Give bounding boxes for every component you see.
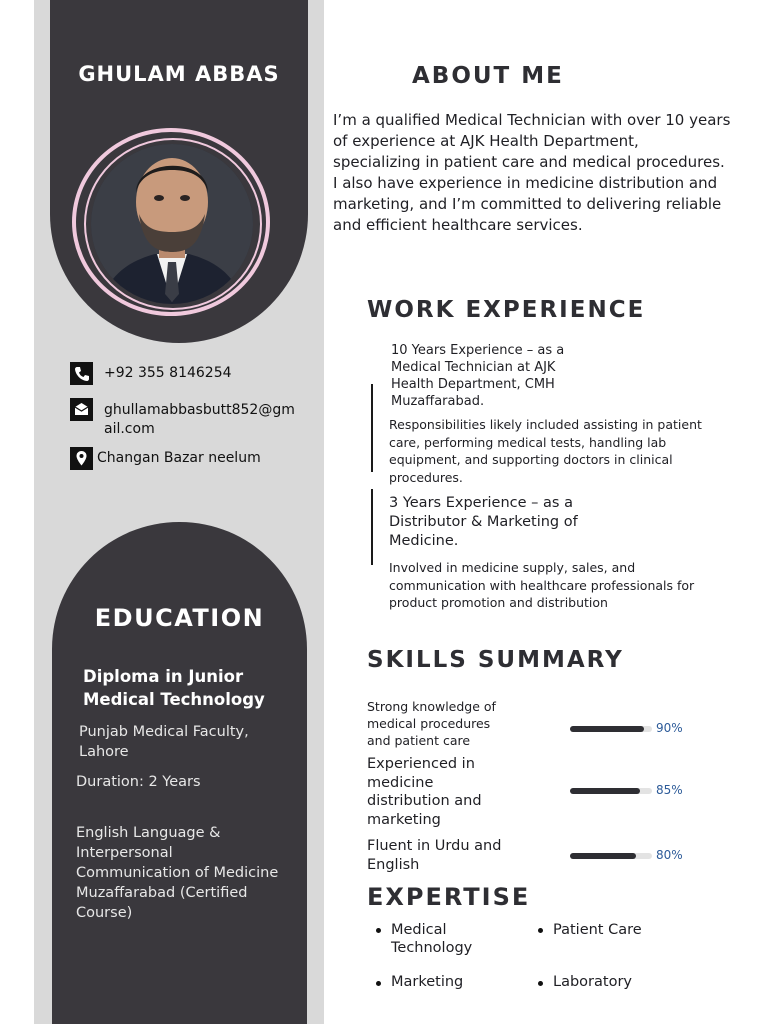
bullet-dot xyxy=(376,981,381,986)
bullet-dot xyxy=(376,928,381,933)
course-line: Interpersonal xyxy=(76,845,173,861)
skill-line: Experienced in xyxy=(367,756,475,772)
skill-line: Strong knowledge of xyxy=(367,699,496,714)
skill-line: Fluent in Urdu and xyxy=(367,838,502,854)
skill-label xyxy=(367,698,496,749)
skill-label xyxy=(367,837,501,874)
about-line: marketing, and I’m committed to delivering reliable xyxy=(333,195,722,213)
skills-title: SKILLS SUMMARY xyxy=(367,647,624,673)
job-title-line: Muzaffarabad. xyxy=(391,394,485,409)
job-desc-line: Responsibilities likely included assisting in patient xyxy=(389,417,702,432)
expertise-line: Medical xyxy=(391,922,447,938)
expertise-title: EXPERTISE xyxy=(367,883,531,911)
education-title: EDUCATION xyxy=(94,604,265,632)
job1-description xyxy=(389,416,702,486)
course-line: Muzaffarabad (Certified xyxy=(76,885,248,901)
bullet-dot xyxy=(538,928,543,933)
institute-line: Lahore xyxy=(79,744,129,760)
about-text xyxy=(333,110,730,236)
job-title-line: Medical Technician at AJK xyxy=(391,360,556,375)
degree-line: Medical Technology xyxy=(83,690,265,709)
expertise-item: Patient Care xyxy=(553,922,642,938)
education-degree xyxy=(83,665,265,711)
institute-line: Punjab Medical Faculty, xyxy=(79,724,249,740)
about-line: of experience at AJK Health Department, xyxy=(333,132,639,150)
mail-icon xyxy=(70,398,93,421)
bullet-dot xyxy=(538,981,543,986)
timeline-line xyxy=(371,384,373,472)
job-desc-line: Involved in medicine supply, sales, and xyxy=(389,560,636,575)
timeline-line xyxy=(371,489,373,565)
skill-bar-fill xyxy=(570,788,640,794)
work-title: WORK EXPERIENCE xyxy=(367,297,646,323)
phone-icon xyxy=(70,362,93,385)
skill-bar-fill xyxy=(570,853,636,859)
skill-line: marketing xyxy=(367,811,441,828)
about-line: I’m a qualified Medical Technician with over 10 years xyxy=(333,111,731,129)
address: Changan Bazar neelum xyxy=(97,450,261,466)
skill-line: English xyxy=(367,856,420,873)
candidate-name: GHULAM ABBAS xyxy=(78,62,280,86)
skill-line: medical procedures xyxy=(367,716,491,731)
job-title-line: Distributor & Marketing of xyxy=(389,514,578,530)
skill-percent: 80% xyxy=(656,848,683,862)
job-title-line: 10 Years Experience – as a xyxy=(391,343,565,358)
job-title-line: Health Department, CMH xyxy=(391,377,555,392)
education-course xyxy=(76,823,278,923)
email-line: ail.com xyxy=(104,421,155,437)
skill-label xyxy=(367,755,482,829)
job-desc-line: equipment, and supporting doctors in clinical xyxy=(389,452,673,467)
expertise-line: Technology xyxy=(391,940,473,956)
skill-line: and patient care xyxy=(367,733,471,748)
education-duration: Duration: 2 Years xyxy=(76,774,201,790)
job-title-line: 3 Years Experience – as a xyxy=(389,495,573,511)
skill-line: distribution and xyxy=(367,793,482,809)
job-title-line: Medicine. xyxy=(389,533,459,549)
course-line: Course) xyxy=(76,905,133,921)
about-title: ABOUT ME xyxy=(412,63,564,89)
about-line: specializing in patient care and medical procedures. xyxy=(333,153,725,171)
location-pin-icon xyxy=(70,447,93,470)
job-desc-line: care, performing medical tests, handling lab xyxy=(389,434,667,450)
expertise-item: Marketing xyxy=(391,974,464,990)
job1-title xyxy=(391,342,564,410)
job-desc-line: product promotion and distribution xyxy=(389,595,608,610)
expertise-item xyxy=(391,921,472,957)
job2-description xyxy=(389,559,694,612)
email-line: ghullamabbasbutt852@gm xyxy=(104,402,295,418)
course-line: English Language & xyxy=(76,825,221,841)
email-address xyxy=(104,401,295,439)
job-desc-line: communication with healthcare professionals for xyxy=(389,577,695,593)
profile-photo xyxy=(91,144,253,304)
skill-line: medicine xyxy=(367,774,434,791)
job-desc-line: procedures. xyxy=(389,469,463,485)
expertise-item: Laboratory xyxy=(553,974,632,990)
skill-percent: 85% xyxy=(656,783,683,797)
job2-title xyxy=(389,494,578,551)
education-institute xyxy=(79,722,249,762)
about-line: and efficient healthcare services. xyxy=(333,216,583,234)
skill-percent: 90% xyxy=(656,721,683,735)
course-line: Communication of Medicine xyxy=(76,865,279,881)
phone-number: +92 355 8146254 xyxy=(104,365,232,381)
skill-bar-fill xyxy=(570,726,644,732)
about-line: I also have experience in medicine distribution and xyxy=(333,174,718,192)
degree-line: Diploma in Junior xyxy=(83,667,244,686)
